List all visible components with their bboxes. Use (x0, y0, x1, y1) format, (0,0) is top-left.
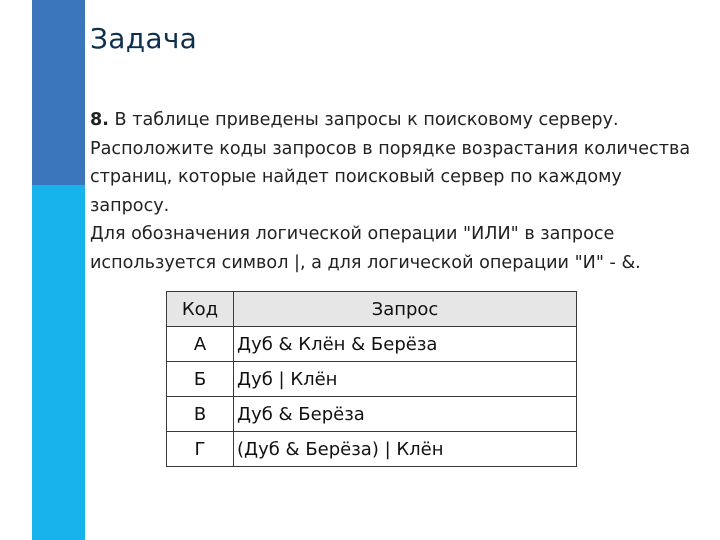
accent-bar-top (32, 0, 85, 185)
table-header-row (167, 292, 577, 327)
cell-code: Б (167, 362, 234, 397)
task-paragraph-1-text: В таблице приведены запросы к поисковому серверу. Расположите коды запросов в порядке возрастания количества страниц, которые найдет поисковый сервер по каждому запросу. (90, 110, 691, 216)
queries-table (166, 291, 577, 467)
task-statement (90, 106, 705, 278)
cell-query: Дуб & Клён & Берёза (234, 327, 577, 362)
table-row (167, 397, 577, 432)
table-row (167, 327, 577, 362)
header-query: Запрос (234, 292, 577, 327)
slide-title: Задача (90, 22, 198, 55)
table-row (167, 432, 577, 467)
cell-query: (Дуб & Берёза) | Клён (234, 432, 577, 467)
cell-query: Дуб | Клён (234, 362, 577, 397)
cell-code: Г (167, 432, 234, 467)
table-row (167, 362, 577, 397)
cell-code: А (167, 327, 234, 362)
cell-code: В (167, 397, 234, 432)
accent-bar-bottom (32, 185, 85, 540)
header-code: Код (167, 292, 234, 327)
task-paragraph-2: Для обозначения логической операции "ИЛИ" в запросе используется символ |, а для логической операции "И" - &. (90, 224, 641, 273)
task-paragraph-1 (90, 106, 705, 220)
cell-query: Дуб & Берёза (234, 397, 577, 432)
task-number: 8. (90, 110, 109, 130)
